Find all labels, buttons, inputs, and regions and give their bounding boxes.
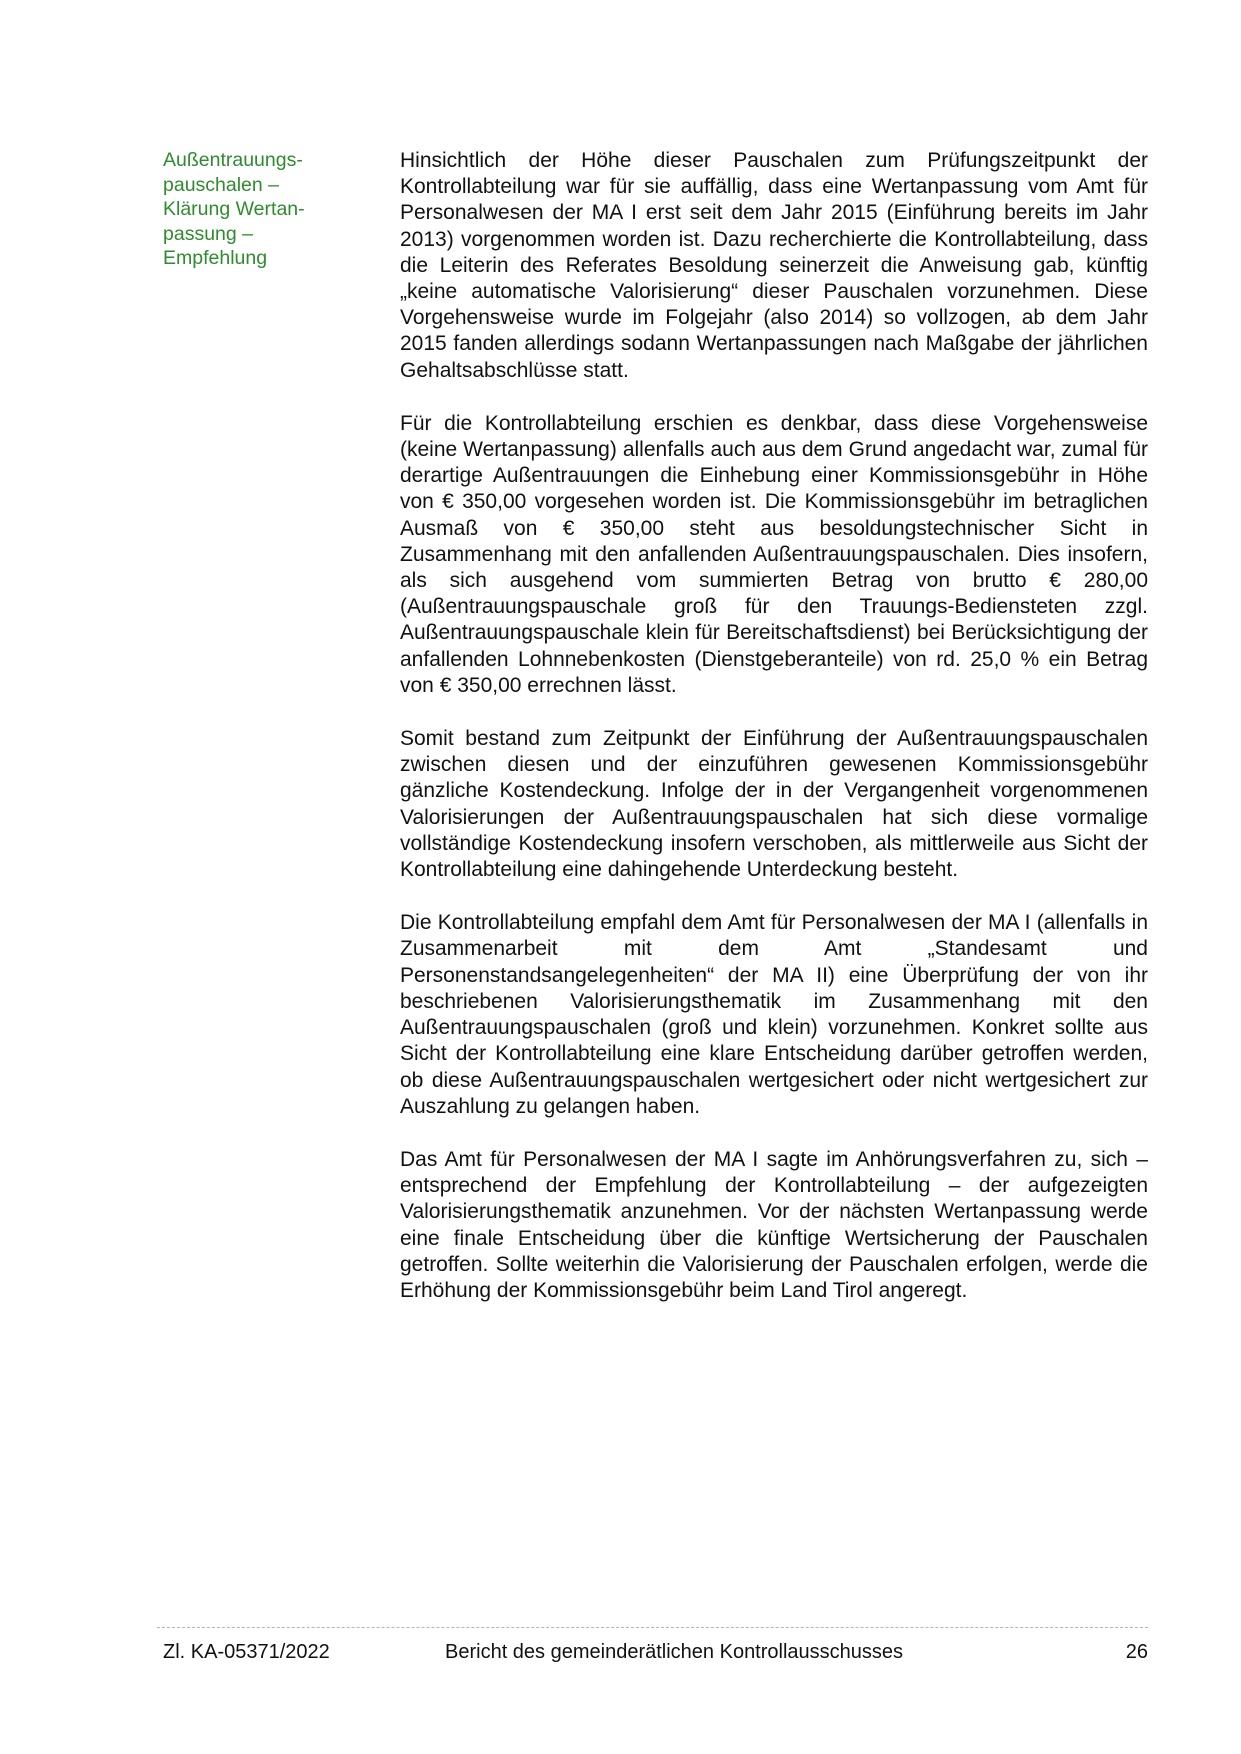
footer-divider: [157, 1627, 1148, 1628]
footer-title: Bericht des gemeinderätlichen Kontrollausschusses: [445, 1641, 904, 1663]
paragraph-2: Für die Kontrollabteilung erschien es denkbar, dass diese Vorgehensweise (keine Wertanpassung) allenfalls auch aus dem Grund angedacht war, zumal für derartige Außentrauungen die Einhebung einer Kommissionsgebühr in Höhe von € 350,00 vorgesehen worden ist. Die Kommissionsgebühr im betraglichen Ausmaß von € 350,00 steht aus besoldungstechnischer Sicht in Zusammenhang mit den anfallenden Außentrauungspauschalen. Dies insofern, als sich ausgehend vom summierten Betrag von brutto € 280,00 (Außentrauungspauschale groß für den Trauungs-Bediensteten zzgl. Außentrauungspauschale klein für Bereitschaftsdienst) bei Berücksichtigung der anfallenden Lohnnebenkosten (Dienstgeberanteile) von rd. 25,0 % ein Betrag von € 350,00 errechnen lässt.: [400, 411, 1148, 697]
paragraph-4: Die Kontrollabteilung empfahl dem Amt für Personalwesen der MA I (allenfalls in Zusammenarbeit mit dem Amt „Standesamt und Personenstandsangelegenheiten“ der MA II) eine Überprüfung der von ihr beschriebenen Valorisierungsthematik im Zusammenhang mit den Außentrauungspauschalen (groß und klein) vorzunehmen. Konkret sollte aus Sicht der Kontrollabteilung eine klare Entscheidung darüber getroffen werden, ob diese Außentrauungspauschalen wertgesichert oder nicht wertgesichert zur Auszahlung zu gelangen haben.: [400, 911, 1148, 1118]
footer-reference: Zl. KA-05371/2022: [163, 1641, 330, 1663]
page-number: 26: [1125, 1641, 1148, 1663]
paragraph-5: Das Amt für Personalwesen der MA I sagte im Anhörungsverfahren zu, sich – entsprechend der Empfehlung der Kontrollabteilung – der aufgezeigten Valorisierungsthematik anzunehmen. Vor der nächsten Wertanpassung werde eine finale Entscheidung über die künftige Wertsicherung der Pauschalen getroffen. Sollte weiterhin die Valorisierung der Pauschalen erfolgen, werde die Erhöhung der Kommissionsgebühr beim Land Tirol angeregt.: [400, 1147, 1148, 1302]
margin-note-heading: Außentrauungs- pauschalen – Klärung Wertan- passung – Empfehlung: [163, 149, 305, 269]
paragraph-3: Somit bestand zum Zeitpunkt der Einführung der Außentrauungspauschalen zwischen diesen und der einzuführen gewesenen Kommissionsgebühr gänzliche Kostendeckung. Infolge der in der Vergangenheit vorgenommenen Valorisierungen der Außentrauungspauschalen hat sich diese vormalige vollständige Kostendeckung insofern verschoben, als mittlerweile aus Sicht der Kontrollabteilung eine dahingehende Unterdeckung besteht.: [400, 727, 1148, 882]
paragraph-1: Hinsichtlich der Höhe dieser Pauschalen zum Prüfungszeitpunkt der Kontrollabteilung war für sie auffällig, dass eine Wertanpassung vom Amt für Personalwesen der MA I erst seit dem Jahr 2015 (Einführung bereits im Jahr 2013) vorgenommen worden ist. Dazu recherchierte die Kontrollabteilung, dass die Leiterin des Referates Besoldung seinerzeit die Anweisung gab, künftig „keine automatische Valorisierung“ dieser Pauschalen vorzunehmen. Diese Vorgehensweise wurde im Folgejahr (also 2014) so vollzogen, ab dem Jahr 2015 fanden allerdings sodann Wertanpassungen nach Maßgabe der jährlichen Gehaltsabschlüsse statt.: [400, 149, 1148, 382]
main-text: [400, 148, 1148, 1331]
